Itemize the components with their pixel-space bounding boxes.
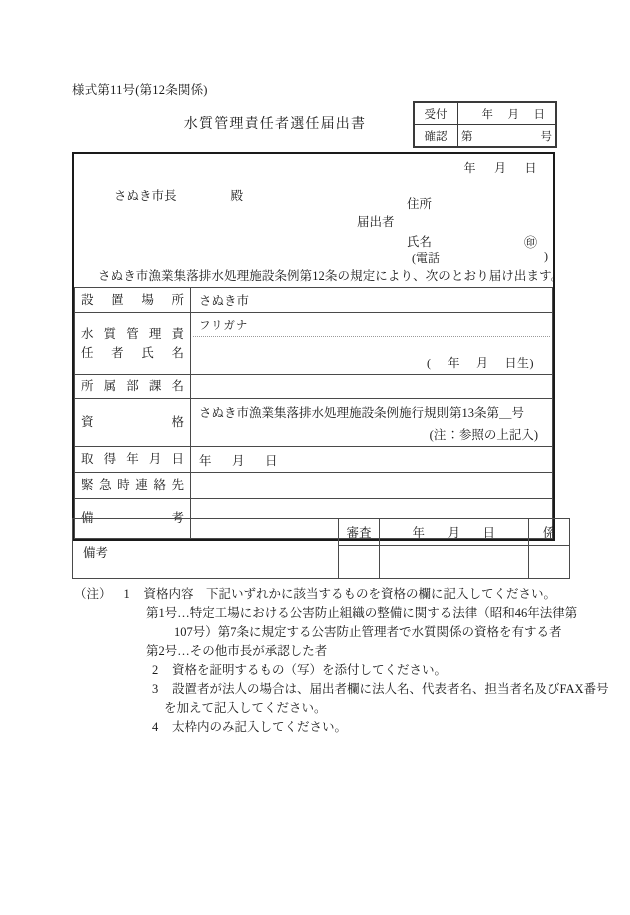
receipt-row-uketsuke bbox=[415, 103, 556, 125]
applicant-name-label: 氏名 bbox=[407, 235, 433, 249]
applicant-address-row[interactable] bbox=[407, 194, 542, 213]
note-3-number: 3 bbox=[152, 682, 159, 696]
note-3-text: 設置者が法人の場合は、届出者欄に法人名、代表者名、担当者名及びFAX番号 bbox=[172, 682, 609, 696]
applicant-spacer-row bbox=[407, 213, 542, 232]
table-row-department bbox=[75, 375, 553, 399]
qualification-note: (注：参照の上記入) bbox=[429, 428, 538, 442]
statute-text: さぬき市漁業集落排水処理施設条例第12条の規定により、次のとおり届け出ます。 bbox=[98, 269, 564, 283]
receipt-year: 年 bbox=[481, 108, 494, 121]
receipt-label-kakunin: 確認 bbox=[415, 125, 458, 147]
applicant-telephone-row[interactable] bbox=[412, 249, 548, 266]
review-day: 日 bbox=[482, 526, 496, 540]
review-date-header bbox=[380, 519, 529, 546]
addressee-honorific: 殿 bbox=[230, 189, 244, 203]
note-item-1-sub-1-cont bbox=[74, 623, 574, 642]
review-header-row bbox=[73, 519, 570, 546]
note-3-cont-text: を加えて記入してください。 bbox=[164, 701, 327, 715]
note-2-text: 資格を証明するもの（写）を添付してください。 bbox=[172, 663, 448, 677]
lower-remark-label[interactable]: 備考 bbox=[73, 519, 339, 579]
staff-label: 係 bbox=[529, 519, 570, 546]
acquisition-year: 年 bbox=[199, 453, 213, 468]
table-row-manager-name bbox=[75, 313, 553, 375]
review-date-cell[interactable] bbox=[380, 546, 529, 579]
note-1-sub-1-text: 第1号…特定工場における公害防止組織の整備に関する法律（昭和46年法律第 bbox=[146, 606, 578, 620]
submission-year: 年 bbox=[463, 161, 476, 175]
qualification-text: さぬき市漁業集落排水処理施設条例施行規則第13条第＿号 bbox=[199, 406, 525, 420]
value-department[interactable] bbox=[191, 375, 553, 399]
value-emergency-contact[interactable] bbox=[191, 473, 553, 499]
note-4-number: 4 bbox=[152, 720, 159, 734]
receipt-month: 月 bbox=[507, 108, 520, 121]
receipt-box bbox=[413, 101, 557, 148]
furigana-label: フリガナ bbox=[199, 320, 249, 332]
addressee-name: さぬき市長 bbox=[114, 189, 177, 203]
note-1-sub-1-cont-text: 107号）第7条に規定する公害防止管理者で水質関係の資格を有する者 bbox=[174, 625, 562, 639]
staff-cell[interactable] bbox=[529, 546, 570, 579]
acquisition-day: 日 bbox=[265, 453, 279, 468]
label-remarks: 備考 bbox=[75, 499, 191, 539]
addressee bbox=[114, 186, 243, 204]
notes-marker: （注） bbox=[74, 587, 112, 601]
receipt-label-uketsuke: 受付 bbox=[415, 103, 458, 125]
applicant-fields bbox=[407, 194, 542, 251]
footnotes bbox=[74, 585, 609, 737]
review-label: 審査 bbox=[339, 519, 380, 546]
review-year: 年 bbox=[412, 526, 426, 540]
form-header-area bbox=[74, 154, 564, 283]
birthdate-field[interactable] bbox=[427, 354, 534, 371]
note-item-3 bbox=[74, 680, 609, 699]
main-form-frame bbox=[72, 152, 564, 541]
table-row-emergency-contact bbox=[75, 473, 553, 499]
label-qualification: 資格 bbox=[75, 399, 191, 447]
applicant-label: 届出者 bbox=[357, 215, 395, 229]
birth-open-paren: ( bbox=[426, 356, 432, 370]
review-month: 月 bbox=[447, 526, 461, 540]
telephone-close-paren: ) bbox=[544, 249, 548, 263]
submission-date[interactable] bbox=[445, 159, 537, 176]
review-block bbox=[72, 518, 555, 579]
seal-icon: ㊞ bbox=[524, 235, 538, 250]
note-2-number: 2 bbox=[152, 663, 159, 677]
table-row-qualification bbox=[75, 399, 553, 447]
value-manager-name[interactable] bbox=[191, 313, 553, 375]
label-manager-name: 水質管理責 任者氏名 bbox=[75, 313, 191, 375]
label-department: 所属部課名 bbox=[75, 375, 191, 399]
value-place[interactable]: さぬき市 bbox=[191, 288, 553, 313]
birth-day: 日生) bbox=[504, 356, 534, 370]
receipt-day: 日 bbox=[533, 108, 546, 121]
note-item-2 bbox=[74, 661, 574, 680]
label-emergency-contact: 緊急時連絡先 bbox=[75, 473, 191, 499]
telephone-label: (電話 bbox=[412, 251, 440, 265]
submission-month: 月 bbox=[493, 161, 507, 175]
main-data-table bbox=[74, 287, 553, 539]
birth-month: 月 bbox=[475, 356, 489, 370]
note-item-3-cont bbox=[74, 699, 574, 718]
receipt-row-kakunin bbox=[415, 125, 556, 147]
receipt-number-prefix: 第 bbox=[461, 130, 473, 143]
document-title: 水質管理責任者選任届出書 bbox=[183, 117, 367, 132]
review-stamp-cell[interactable] bbox=[339, 546, 380, 579]
note-1-sub-2-text: 第2号…その他市長が承認した者 bbox=[146, 644, 328, 658]
value-acquisition-date[interactable] bbox=[191, 447, 553, 473]
label-acquisition-date: 取得年月日 bbox=[75, 447, 191, 473]
note-4-text: 太枠内のみ記入してください。 bbox=[172, 720, 348, 734]
table-row-acquisition-date bbox=[75, 447, 553, 473]
note-item-1-sub-1 bbox=[74, 604, 578, 623]
note-item-4 bbox=[74, 718, 574, 737]
submission-day: 日 bbox=[524, 161, 537, 175]
acquisition-month: 月 bbox=[232, 453, 246, 468]
birth-year: 年 bbox=[447, 356, 460, 370]
receipt-date-cell[interactable] bbox=[458, 103, 556, 125]
table-row-place bbox=[75, 288, 553, 313]
applicant-address-label: 住所 bbox=[407, 197, 433, 211]
note-item-1 bbox=[74, 585, 574, 604]
value-qualification[interactable] bbox=[191, 399, 553, 447]
furigana-dotted-line bbox=[193, 336, 550, 337]
label-place: 設置場所 bbox=[75, 288, 191, 313]
note-1-text: 資格内容 下記いずれかに該当するものを資格の欄に記入してください。 bbox=[143, 587, 557, 601]
form-number: 様式第11号(第12条関係) bbox=[72, 83, 208, 97]
note-item-1-sub-2 bbox=[74, 642, 574, 661]
note-1-number: 1 bbox=[123, 587, 130, 601]
statute-sentence bbox=[86, 266, 563, 284]
receipt-number-cell[interactable] bbox=[458, 125, 556, 147]
receipt-number-suffix: 号 bbox=[540, 130, 552, 143]
